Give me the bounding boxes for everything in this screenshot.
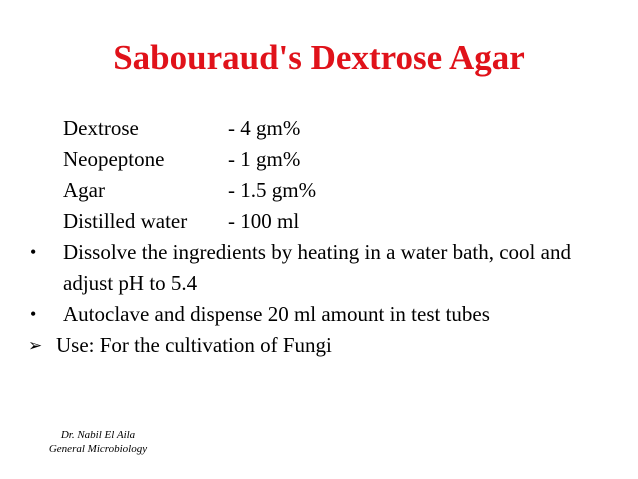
ingredient-name: Distilled water [63, 209, 188, 233]
bullet-dot-icon: • [30, 242, 37, 262]
bullet-text: Use: For the cultivation of Fungi [56, 333, 332, 357]
ingredients-list [28, 113, 628, 237]
bullet-item-use [28, 330, 616, 361]
bullet-item-dissolve [28, 237, 623, 299]
ingredient-name: Dextrose [63, 116, 139, 140]
slide-title: Sabouraud's Dextrose Agar [113, 38, 525, 77]
ingredient-name: Agar [63, 178, 105, 202]
bullet-item-autoclave [28, 299, 623, 330]
ingredient-row [28, 206, 628, 237]
ingredient-name: Neopeptone [63, 147, 165, 171]
bullet-text: Autoclave and dispense 20 ml amount in test tubes [63, 302, 490, 326]
arrow-bullet-icon: ➢ [28, 336, 43, 356]
ingredient-amount: - 100 ml [228, 209, 300, 233]
footer-author: Dr. Nabil El Aila [60, 429, 136, 441]
slide-content [28, 113, 628, 361]
ingredient-amount: - 1.5 gm% [228, 178, 317, 202]
ingredient-row [28, 113, 628, 144]
bullet-dot-icon: • [30, 304, 37, 324]
ingredient-row [28, 144, 628, 175]
bullet-text: Dissolve the ingredients by heating in a water bath, cool and adjust pH to 5.4 [63, 240, 571, 295]
footer-course: General Microbiology [48, 443, 148, 455]
slide-footer [18, 428, 178, 456]
ingredient-row [28, 175, 628, 206]
ingredient-amount: - 4 gm% [228, 116, 301, 140]
ingredient-amount: - 1 gm% [228, 147, 301, 171]
